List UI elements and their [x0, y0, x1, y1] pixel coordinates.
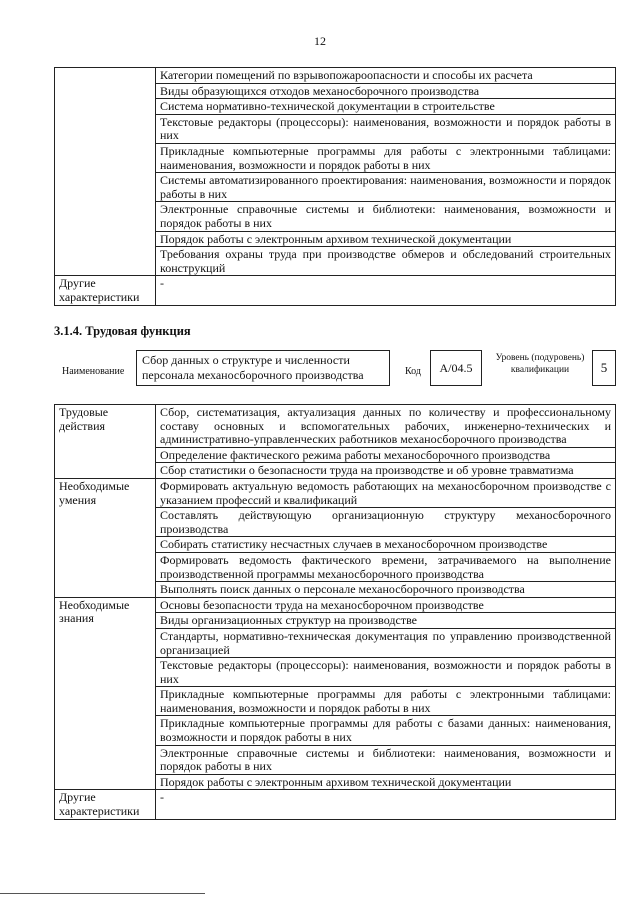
row-item: Система нормативно-технической документации в строительстве: [156, 99, 616, 115]
level-label: Уровень (подуровень) квалификации: [495, 353, 585, 375]
row-label: Необходимые знания: [55, 597, 156, 790]
code-label: Код: [405, 366, 421, 377]
row-item: -: [156, 276, 616, 305]
table-row: [55, 68, 616, 84]
row-item: Прикладные компьютерные программы для работы с базами данных: наименования, возможности и порядок работы в них: [156, 716, 616, 745]
page-number: 12: [314, 34, 326, 48]
row-item: Прикладные компьютерные программы для работы с электронными таблицами: наименования, возможности и порядок работы в них: [156, 687, 616, 716]
row-item: Сбор, систематизация, актуализация данных по количеству и профессиональному составу основных и вспомогательных рабочих, инженерно-технических и административно-управленческих работников механосборочного производства: [156, 405, 616, 448]
row-item: -: [156, 790, 616, 819]
row-item: Порядок работы с электронным архивом технической документации: [156, 231, 616, 247]
row-item: Сбор статистики о безопасности труда на производстве и об уровне травматизма: [156, 463, 616, 479]
row-item: Текстовые редакторы (процессоры): наименования, возможности и порядок работы в них: [156, 114, 616, 143]
row-item: Категории помещений по взрывопожароопасности и способы их расчета: [156, 68, 616, 84]
row-item: Формировать ведомость фактического времени, затрачиваемого на выполнение производственной программы механосборочного производства: [156, 552, 616, 581]
code-box: A/04.5: [430, 350, 482, 386]
row-label: Другие характеристики: [55, 790, 156, 819]
row-item: Выполнять поиск данных о персонале механосборочного производства: [156, 582, 616, 598]
row-item: Прикладные компьютерные программы для работы с электронными таблицами: наименования, возможности и порядок работы в них: [156, 143, 616, 172]
row-item: Системы автоматизированного проектирования: наименования, возможности и порядок работы в них: [156, 173, 616, 202]
table-row: [55, 405, 616, 448]
table-labor-function: [54, 404, 616, 820]
table-row: [55, 276, 616, 305]
name-label: Наименование: [62, 366, 125, 377]
row-item: Электронные справочные системы и библиотеки: наименования, возможности и порядок работы в них: [156, 202, 616, 231]
table-row: [55, 597, 616, 613]
row-item: Формировать актуальную ведомость работающих на механосборочном производстве с указанием профессий и квалификаций: [156, 478, 616, 507]
row-item: Составлять действующую организационную структуру механосборочного производства: [156, 508, 616, 537]
row-label: [55, 68, 156, 276]
table-previous-function-knowledge: [54, 67, 616, 306]
row-item: Определение фактического режима работы механосборочного производства: [156, 447, 616, 463]
row-item: Электронные справочные системы и библиотеки: наименования, возможности и порядок работы в них: [156, 745, 616, 774]
table-row: [55, 478, 616, 507]
row-item: Стандарты, нормативно-техническая документация по управлению производственной организацией: [156, 628, 616, 657]
row-item: Текстовые редакторы (процессоры): наименования, возможности и порядок работы в них: [156, 658, 616, 687]
row-label: Другие характеристики: [55, 276, 156, 305]
row-item: Собирать статистику несчастных случаев в механосборочном производстве: [156, 537, 616, 553]
level-box: 5: [592, 350, 616, 386]
table-row: [55, 790, 616, 819]
row-item: Виды образующихся отходов механосборочного производства: [156, 83, 616, 99]
section-title: 3.1.4. Трудовая функция: [54, 324, 191, 338]
function-name-box: Сбор данных о структуре и численности персонала механосборочного производства: [136, 350, 390, 386]
row-item: Виды организационных структур на производстве: [156, 613, 616, 629]
row-label: Трудовые действия: [55, 405, 156, 479]
row-item: Основы безопасности труда на механосборочном производстве: [156, 597, 616, 613]
row-label: Необходимые умения: [55, 478, 156, 597]
row-item: Порядок работы с электронным архивом технической документации: [156, 774, 616, 790]
row-item: Требования охраны труда при производстве обмеров и обследований строительных конструкций: [156, 247, 616, 276]
footnote-divider: [0, 893, 205, 894]
